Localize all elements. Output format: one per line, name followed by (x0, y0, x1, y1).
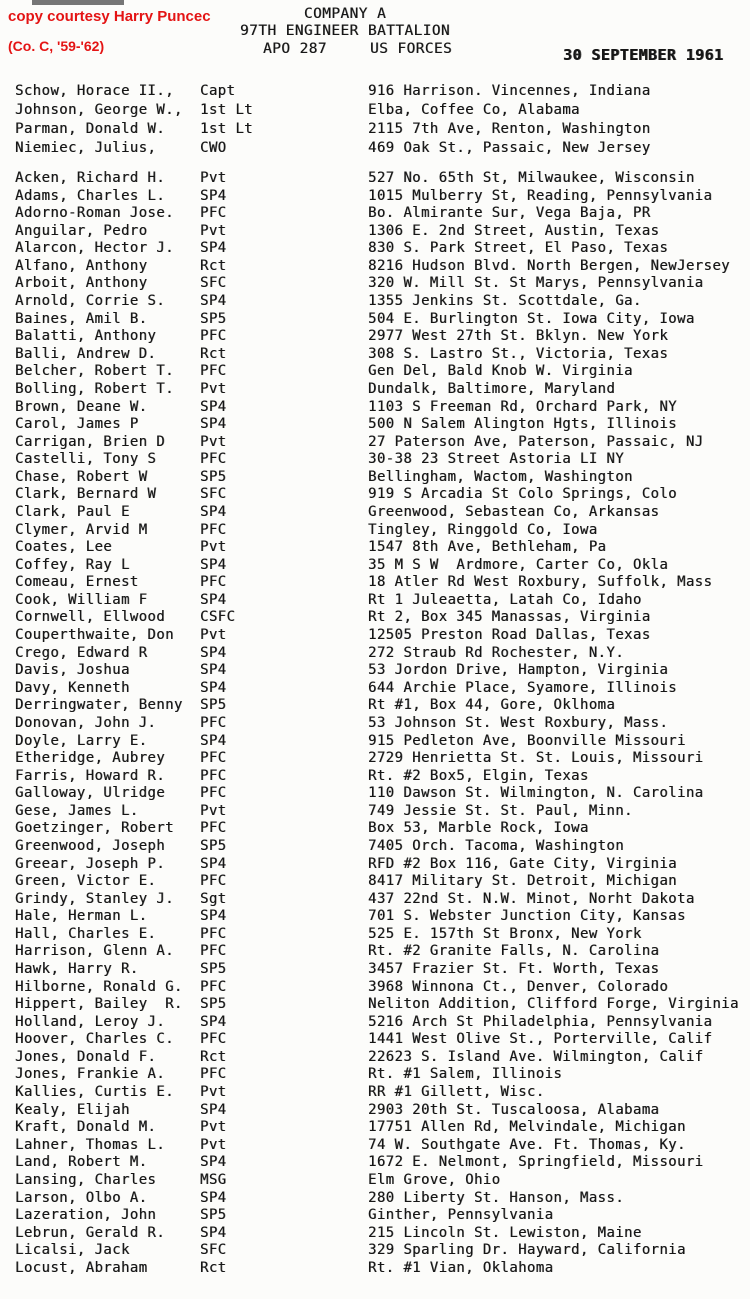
roster-row (0, 873, 750, 891)
soldier-address: 27 Paterson Ave, Paterson, Passaic, NJ (368, 433, 704, 450)
soldier-address: Elba, Coffee Co, Alabama (368, 102, 580, 118)
soldier-address: Gen Del, Bald Knob W. Virginia (368, 363, 633, 380)
roster-row (0, 697, 750, 715)
soldier-name: Chase, Robert W (15, 468, 148, 485)
soldier-address: 8216 Hudson Blvd. North Bergen, NewJersey (368, 257, 730, 274)
soldier-address: 5216 Arch St Philadelphia, Pennsylvania (368, 1013, 713, 1030)
soldier-rank: Rct (200, 1259, 227, 1276)
roster-row (0, 1049, 750, 1067)
soldier-name: Donovan, John J. (15, 714, 157, 731)
soldier-name: Licalsi, Jack (15, 1242, 130, 1259)
soldier-name: Couperthwaite, Don (15, 627, 174, 644)
soldier-rank: SP4 (200, 662, 227, 679)
soldier-address: 280 Liberty St. Hanson, Mass. (368, 1189, 625, 1206)
soldier-address: 329 Sparling Dr. Hayward, California (368, 1242, 686, 1259)
soldier-address: 1547 8th Ave, Bethleham, Pa (368, 539, 607, 556)
soldier-address: 527 No. 65th St, Milwaukee, Wisconsin (368, 170, 695, 186)
soldier-address: 53 Johnson St. West Roxbury, Mass. (368, 714, 669, 731)
soldier-rank: Pvt (200, 627, 227, 644)
soldier-name: Cook, William F (15, 591, 148, 608)
roster-row (0, 609, 750, 627)
soldier-rank: 1st Lt (200, 121, 253, 137)
roster-date: 30 SEPTEMBER 1961 (563, 46, 724, 64)
roster-row (0, 451, 750, 469)
soldier-address: 3457 Frazier St. Ft. Worth, Texas (368, 961, 660, 978)
soldier-name: Holland, Leroy J. (15, 1013, 166, 1030)
soldier-address: 644 Archie Place, Syamore, Illinois (368, 679, 678, 696)
soldier-name: Arnold, Corrie S. (15, 293, 166, 310)
roster-row (0, 803, 750, 821)
company-title: COMPANY A (303, 6, 387, 22)
soldier-address: 308 S. Lastro St., Victoria, Texas (368, 345, 669, 362)
soldier-address: 2729 Henrietta St. St. Louis, Missouri (368, 750, 704, 767)
soldier-name: Doyle, Larry E. (15, 732, 148, 749)
roster-row (0, 715, 750, 733)
roster-row (0, 891, 750, 909)
soldier-rank: 1st Lt (200, 102, 253, 118)
soldier-address: 22623 S. Island Ave. Wilmington, Calif (368, 1048, 704, 1065)
roster-row (0, 399, 750, 417)
soldier-rank: SP4 (200, 732, 227, 749)
roster-row (0, 1119, 750, 1137)
roster-row (0, 188, 750, 206)
soldier-address: Bellingham, Wactom, Washington (368, 468, 633, 485)
soldier-name: Cornwell, Ellwood (15, 609, 166, 626)
soldier-name: Derringwater, Benny (15, 697, 183, 714)
roster-row (0, 311, 750, 329)
soldier-name: Davy, Kenneth (15, 679, 130, 696)
soldier-address: Elm Grove, Ohio (368, 1171, 501, 1188)
roster-row (0, 662, 750, 680)
roster-row (0, 102, 750, 121)
roster-row (0, 592, 750, 610)
roster-row (0, 539, 750, 557)
soldier-name: Alarcon, Hector J. (15, 240, 174, 257)
roster-row (0, 258, 750, 276)
soldier-rank: Rct (200, 1048, 227, 1065)
soldier-name: Clymer, Arvid M (15, 521, 148, 538)
soldier-rank: SFC (200, 486, 227, 503)
soldier-address: 915 Pedleton Ave, Boonville Missouri (368, 732, 686, 749)
soldier-rank: PFC (200, 767, 227, 784)
soldier-address: Box 53, Marble Rock, Iowa (368, 820, 589, 837)
soldier-address: Tingley, Ringgold Co, Iowa (368, 521, 598, 538)
soldier-name: Parman, Donald W. (15, 121, 166, 137)
soldier-address: 1355 Jenkins St. Scottdale, Ga. (368, 293, 642, 310)
roster-row (0, 733, 750, 751)
soldier-name: Galloway, Ulridge (15, 785, 166, 802)
soldier-name: Schow, Horace II., (15, 83, 174, 99)
roster-row (0, 627, 750, 645)
soldier-address: 1306 E. 2nd Street, Austin, Texas (368, 222, 660, 239)
roster-row (0, 1102, 750, 1120)
soldier-address: 1441 West Olive St., Porterville, Calif (368, 1031, 713, 1048)
roster-row (0, 381, 750, 399)
roster-row (0, 1154, 750, 1172)
soldier-name: Bolling, Robert T. (15, 380, 174, 397)
soldier-name: Balatti, Anthony (15, 328, 157, 345)
battalion-title: 97TH ENGINEER BATTALION (240, 23, 450, 39)
roster-row (0, 328, 750, 346)
soldier-name: Goetzinger, Robert (15, 820, 174, 837)
enlisted-roster (0, 170, 750, 1277)
soldier-name: Kealy, Elijah (15, 1101, 130, 1118)
soldier-name: Carol, James P (15, 416, 139, 433)
soldier-rank: SP4 (200, 908, 227, 925)
soldier-name: Clark, Bernard W (15, 486, 157, 503)
soldier-rank: Pvt (200, 539, 227, 556)
courtesy-line1: copy courtesy Harry Puncec (8, 8, 211, 25)
roster-row (0, 275, 750, 293)
soldier-name: Hippert, Bailey R. (15, 996, 183, 1013)
soldier-address: 74 W. Southgate Ave. Ft. Thomas, Ky. (368, 1136, 686, 1153)
soldier-rank: PFC (200, 205, 227, 222)
soldier-rank: SP4 (200, 644, 227, 661)
roster-row (0, 293, 750, 311)
soldier-name: Johnson, George W., (15, 102, 183, 118)
soldier-name: Kraft, Donald M. (15, 1119, 157, 1136)
soldier-name: Coffey, Ray L (15, 556, 130, 573)
roster-row (0, 1014, 750, 1032)
soldier-address: 1015 Mulberry St, Reading, Pennsylvania (368, 187, 713, 204)
soldier-rank: PFC (200, 785, 227, 802)
soldier-name: Land, Robert M. (15, 1154, 148, 1171)
soldier-name: Jones, Donald F. (15, 1048, 157, 1065)
soldier-rank: SP4 (200, 187, 227, 204)
roster-row (0, 504, 750, 522)
soldier-address: 830 S. Park Street, El Paso, Texas (368, 240, 669, 257)
soldier-rank: PFC (200, 328, 227, 345)
soldier-address: 35 M S W Ardmore, Carter Co, Okla (368, 556, 669, 573)
soldier-address: 504 E. Burlington St. Iowa City, Iowa (368, 310, 695, 327)
soldier-address: 3968 Winnona Ct., Denver, Colorado (368, 978, 669, 995)
soldier-name: Clark, Paul E (15, 503, 130, 520)
roster-row (0, 522, 750, 540)
roster-row (0, 205, 750, 223)
soldier-address: 2977 West 27th St. Bklyn. New York (368, 328, 669, 345)
roster-row (0, 943, 750, 961)
soldier-address: 272 Straub Rd Rochester, N.Y. (368, 644, 625, 661)
soldier-address: 1672 E. Nelmont, Springfield, Missouri (368, 1154, 704, 1171)
courtesy-line2: (Co. C, '59-'62) (8, 38, 105, 54)
soldier-name: Etheridge, Aubrey (15, 750, 166, 767)
roster-row (0, 768, 750, 786)
soldier-rank: SP4 (200, 679, 227, 696)
roster-row (0, 645, 750, 663)
soldier-rank: MSG (200, 1171, 227, 1188)
soldier-address: 701 S. Webster Junction City, Kansas (368, 908, 686, 925)
soldier-address: Greenwood, Sebastean Co, Arkansas (368, 503, 660, 520)
soldier-name: Greear, Joseph P. (15, 855, 166, 872)
soldier-address: Dundalk, Baltimore, Maryland (368, 380, 616, 397)
soldier-rank: Pvt (200, 1119, 227, 1136)
soldier-address: 7405 Orch. Tacoma, Washington (368, 837, 625, 854)
soldier-name: Gese, James L. (15, 802, 139, 819)
soldier-rank: PFC (200, 925, 227, 942)
soldier-rank: PFC (200, 978, 227, 995)
soldier-address: 2115 7th Ave, Renton, Washington (368, 121, 651, 137)
soldier-name: Grindy, Stanley J. (15, 890, 174, 907)
soldier-name: Hall, Charles E. (15, 925, 157, 942)
soldier-rank: SP5 (200, 996, 227, 1013)
soldier-rank: SP5 (200, 961, 227, 978)
roster-row (0, 1260, 750, 1278)
soldier-rank: Pvt (200, 222, 227, 239)
soldier-address: 12505 Preston Road Dallas, Texas (368, 627, 651, 644)
roster-row (0, 1137, 750, 1155)
soldier-address: Rt. #2 Granite Falls, N. Carolina (368, 943, 660, 960)
roster-row (0, 1084, 750, 1102)
soldier-name: Brown, Deane W. (15, 398, 148, 415)
soldier-address: Bo. Almirante Sur, Vega Baja, PR (368, 205, 651, 222)
roster-row (0, 574, 750, 592)
soldier-name: Adorno-Roman Jose. (15, 205, 174, 222)
roster-row (0, 1242, 750, 1260)
soldier-name: Jones, Frankie A. (15, 1066, 166, 1083)
soldier-name: Coates, Lee (15, 539, 113, 556)
roster-row (0, 961, 750, 979)
roster-row (0, 750, 750, 768)
soldier-rank: SP4 (200, 855, 227, 872)
soldier-rank: SP4 (200, 591, 227, 608)
soldier-address: 17751 Allen Rd, Melvindale, Michigan (368, 1119, 686, 1136)
soldier-rank: CWO (200, 140, 227, 156)
soldier-address: Rt #1, Box 44, Gore, Oklhoma (368, 697, 616, 714)
soldier-rank: PFC (200, 714, 227, 731)
roster-row (0, 1207, 750, 1225)
soldier-rank: SP4 (200, 1013, 227, 1030)
soldier-address: 110 Dawson St. Wilmington, N. Carolina (368, 785, 704, 802)
soldier-address: 469 Oak St., Passaic, New Jersey (368, 140, 651, 156)
roster-row (0, 1066, 750, 1084)
soldier-name: Crego, Edward R (15, 644, 148, 661)
soldier-address: 30-38 23 Street Astoria LI NY (368, 451, 625, 468)
soldier-rank: SP4 (200, 1224, 227, 1241)
soldier-address: 525 E. 157th St Bronx, New York (368, 925, 642, 942)
roster-row (0, 416, 750, 434)
soldier-name: Hoover, Charles C. (15, 1031, 174, 1048)
soldier-rank: PFC (200, 943, 227, 960)
soldier-rank: Pvt (200, 1136, 227, 1153)
soldier-rank: SP4 (200, 240, 227, 257)
soldier-name: Locust, Abraham (15, 1259, 148, 1276)
soldier-address: 320 W. Mill St. St Marys, Pennsylvania (368, 275, 704, 292)
soldier-rank: Capt (200, 83, 236, 99)
roster-row (0, 363, 750, 381)
soldier-rank: SP5 (200, 697, 227, 714)
forces-label: US FORCES (370, 41, 453, 57)
soldier-rank: Pvt (200, 433, 227, 450)
roster-row (0, 856, 750, 874)
soldier-name: Hilborne, Ronald G. (15, 978, 183, 995)
soldier-rank: PFC (200, 574, 227, 591)
roster-row (0, 557, 750, 575)
soldier-address: Rt. #1 Salem, Illinois (368, 1066, 563, 1083)
soldier-rank: PFC (200, 363, 227, 380)
soldier-name: Lansing, Charles (15, 1171, 157, 1188)
roster-row (0, 838, 750, 856)
soldier-rank: PFC (200, 521, 227, 538)
roster-row (0, 121, 750, 140)
soldier-name: Green, Victor E. (15, 873, 157, 890)
roster-row (0, 979, 750, 997)
soldier-rank: SP5 (200, 310, 227, 327)
soldier-rank: SP4 (200, 503, 227, 520)
scan-artifact (32, 0, 124, 5)
soldier-name: Arboit, Anthony (15, 275, 148, 292)
soldier-name: Larson, Olbo A. (15, 1189, 148, 1206)
soldier-name: Kallies, Curtis E. (15, 1084, 174, 1101)
soldier-address: 2903 20th St. Tuscaloosa, Alabama (368, 1101, 660, 1118)
roster-row (0, 680, 750, 698)
soldier-address: Rt 1 Juleaetta, Latah Co, Idaho (368, 591, 642, 608)
soldier-name: Davis, Joshua (15, 662, 130, 679)
soldier-name: Belcher, Robert T. (15, 363, 174, 380)
roster-row (0, 140, 750, 159)
soldier-address: Rt 2, Box 345 Manassas, Virginia (368, 609, 651, 626)
soldier-rank: SFC (200, 275, 227, 292)
soldier-rank: SP4 (200, 416, 227, 433)
roster-row (0, 926, 750, 944)
soldier-rank: PFC (200, 820, 227, 837)
soldier-name: Niemiec, Julius, (15, 140, 157, 156)
roster-row (0, 240, 750, 258)
roster-row (0, 1190, 750, 1208)
soldier-rank: Rct (200, 257, 227, 274)
soldier-address: Ginther, Pennsylvania (368, 1207, 554, 1224)
soldier-address: 53 Jordon Drive, Hampton, Virginia (368, 662, 669, 679)
officers-list (0, 83, 750, 159)
soldier-rank: PFC (200, 1031, 227, 1048)
soldier-name: Alfano, Anthony (15, 257, 148, 274)
roster-row (0, 83, 750, 102)
soldier-name: Lazeration, John (15, 1207, 157, 1224)
soldier-rank: PFC (200, 750, 227, 767)
soldier-rank: SP5 (200, 468, 227, 485)
soldier-name: Lebrun, Gerald R. (15, 1224, 166, 1241)
soldier-rank: SP5 (200, 837, 227, 854)
soldier-name: Comeau, Ernest (15, 574, 139, 591)
soldier-rank: SP5 (200, 1207, 227, 1224)
soldier-name: Harrison, Glenn A. (15, 943, 174, 960)
soldier-name: Hale, Herman L. (15, 908, 148, 925)
soldier-rank: SP4 (200, 1101, 227, 1118)
roster-row (0, 469, 750, 487)
soldier-rank: PFC (200, 451, 227, 468)
soldier-address: 500 N Salem Alington Hgts, Illinois (368, 416, 678, 433)
roster-row (0, 1172, 750, 1190)
soldier-name: Carrigan, Brien D (15, 433, 166, 450)
soldier-rank: Rct (200, 345, 227, 362)
soldier-name: Anguilar, Pedro (15, 222, 148, 239)
soldier-rank: CSFC (200, 609, 236, 626)
roster-row (0, 820, 750, 838)
roster-row (0, 434, 750, 452)
soldier-rank: Sgt (200, 890, 227, 907)
soldier-address: 18 Atler Rd West Roxbury, Suffolk, Mass (368, 574, 713, 591)
soldier-rank: SP4 (200, 398, 227, 415)
soldier-rank: Pvt (200, 802, 227, 819)
apo-label: APO 287 (263, 41, 327, 57)
soldier-name: Acken, Richard H. (15, 170, 166, 186)
soldier-name: Lahner, Thomas L. (15, 1136, 166, 1153)
soldier-address: 1103 S Freeman Rd, Orchard Park, NY (368, 398, 678, 415)
soldier-address: 749 Jessie St. St. Paul, Minn. (368, 802, 633, 819)
soldier-name: Hawk, Harry R. (15, 961, 139, 978)
soldier-address: Rt. #1 Vian, Oklahoma (368, 1259, 554, 1276)
roster-row (0, 346, 750, 364)
soldier-rank: Pvt (200, 170, 227, 186)
soldier-rank: SP4 (200, 556, 227, 573)
roster-row (0, 486, 750, 504)
soldier-address: Rt. #2 Box5, Elgin, Texas (368, 767, 589, 784)
soldier-rank: Pvt (200, 380, 227, 397)
soldier-rank: SP4 (200, 1189, 227, 1206)
soldier-name: Adams, Charles L. (15, 187, 166, 204)
soldier-address: 215 Lincoln St. Lewiston, Maine (368, 1224, 642, 1241)
soldier-address: 916 Harrison. Vincennes, Indiana (368, 83, 651, 99)
soldier-address: RR #1 Gillett, Wisc. (368, 1084, 545, 1101)
soldier-address: 919 S Arcadia St Colo Springs, Colo (368, 486, 678, 503)
soldier-rank: SFC (200, 1242, 227, 1259)
soldier-address: RFD #2 Box 116, Gate City, Virginia (368, 855, 678, 872)
roster-row (0, 223, 750, 241)
roster-row (0, 170, 750, 188)
roster-row (0, 908, 750, 926)
soldier-rank: Pvt (200, 1084, 227, 1101)
soldier-name: Farris, Howard R. (15, 767, 166, 784)
soldier-address: Neliton Addition, Clifford Forge, Virginia (368, 996, 739, 1013)
soldier-rank: SP4 (200, 293, 227, 310)
soldier-address: 437 22nd St. N.W. Minot, Norht Dakota (368, 890, 695, 907)
soldier-name: Baines, Amil B. (15, 310, 148, 327)
soldier-rank: SP4 (200, 1154, 227, 1171)
soldier-rank: PFC (200, 873, 227, 890)
soldier-address: 8417 Military St. Detroit, Michigan (368, 873, 678, 890)
roster-row (0, 996, 750, 1014)
soldier-rank: PFC (200, 1066, 227, 1083)
roster-row (0, 1225, 750, 1243)
roster-row (0, 1031, 750, 1049)
roster-row (0, 785, 750, 803)
soldier-name: Greenwood, Joseph (15, 837, 166, 854)
soldier-name: Castelli, Tony S (15, 451, 157, 468)
soldier-name: Balli, Andrew D. (15, 345, 157, 362)
